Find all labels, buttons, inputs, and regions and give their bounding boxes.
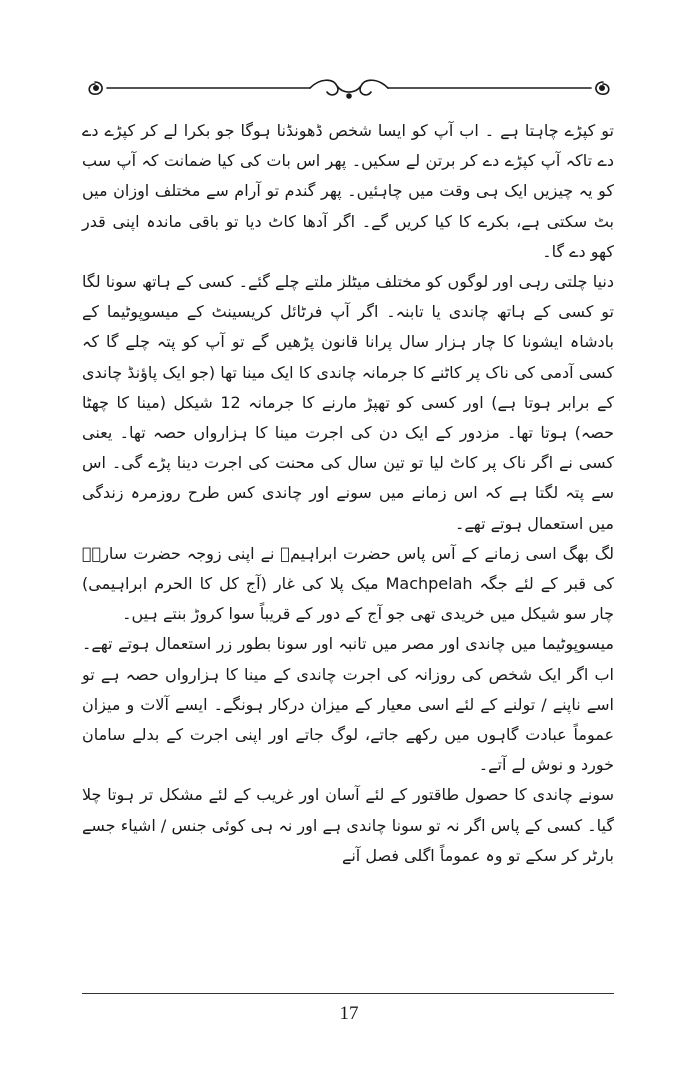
paragraph: میسوپوٹیما میں چاندی اور مصر میں تانبہ اور سونا بطور زر استعمال ہوتے تھے۔ اب اگر ایک شخص کی روزانہ کی اجرت چاندی کے مینا کا ہزارواں حصہ ہے تو اسے ناپنے / تولنے کے لئے اسی معیار کے میزان درکار ہونگے۔ ایسے آلات و میزان عموماً عبادت گاہوں میں رکھے جاتے، لوگ جاتے اور اپنی اجرت کے بدلے سامان خورد و نوش لے آتے۔: [82, 634, 614, 775]
paragraph: دنیا چلتی رہی اور لوگوں کو مختلف میٹلز ملتے چلے گئے۔ کسی کے ہاتھ سونا لگا تو کسی کے ہاتھ چاندی یا تابنہ۔ اگر آپ فرٹائل کریسینٹ کے میسوپوٹیما کے بادشاہ ایشونا کا چار ہزار سال پرانا قانون پڑھیں گے تو آپ کو پتہ چلے گا کہ کسی آدمی کی ناک پر کاٹنے کا جرمانہ چاندی کا ایک مینا تھا (جو ایک پاؤنڈ چاندی کے برابر ہوتا ہے) اور کسی کو تھپڑ مارنے کا جرمانہ 12 شیکل (مینا کا چھٹا حصہ) ہوتا تھا۔ مزدور کے ایک دن کی اجرت مینا کا ہزارواں حصہ تھا۔ یعنی کسی نے اگر ناک پر کاٹ لیا تو تین سال کی محنت کی اجرت دینا پڑے گی۔ اس سے پتہ لگتا ہے کہ اس زمانے میں سونے اور چاندی کس طرح روزمرہ زندگی میں استعمال ہوتے تھے۔: [82, 272, 614, 533]
page-number: 17: [339, 1003, 359, 1024]
paragraph: لگ بھگ اسی زمانے کے آس پاس حضرت ابراہیمؑ نے اپنی زوجہ حضرت سارہؓ کی قبر کے لئے جگہ Machpelah میک پلا کی غار (آج کل کا الحرم ابراہیمی) چار سو شیکل میں خریدی تھی جو آج کے دور کے قریباً سوا کروڑ بنتے ہیں۔: [82, 543, 615, 624]
header-ornament-divider: [85, 70, 613, 104]
page-body-text: [82, 116, 614, 871]
footer-divider: [82, 993, 614, 994]
paragraph: تو کپڑے چاہتا ہے ۔ اب آپ کو ایسا شخص ڈھونڈنا ہوگا جو بکرا لے کر کپڑے دے دے تاکہ آپ کپڑے دے کر برتن لے سکیں۔ پھر اس بات کی کیا ضمانت کہ آپ سب کو یہ چیزیں ایک ہی وقت میں چاہئیں۔ پھر گندم تو آرام سے مختلف اوزان میں بٹ سکتی ہے، بکرے کا کیا کریں گے۔ اگر آدھا کاٹ دیا تو باقی ماندہ اپنی قدر کھو دے گا۔: [82, 121, 614, 261]
paragraph: سونے چاندی کا حصول طاقتور کے لئے آسان اور غریب کے لئے مشکل تر ہوتا چلا گیا۔ کسی کے پاس اگر نہ تو سونا چاندی ہے اور نہ ہی کوئی جنس / اشیاء جسے بارٹر کر سکے تو وہ عموماً اگلی فصل آنے: [82, 785, 614, 865]
